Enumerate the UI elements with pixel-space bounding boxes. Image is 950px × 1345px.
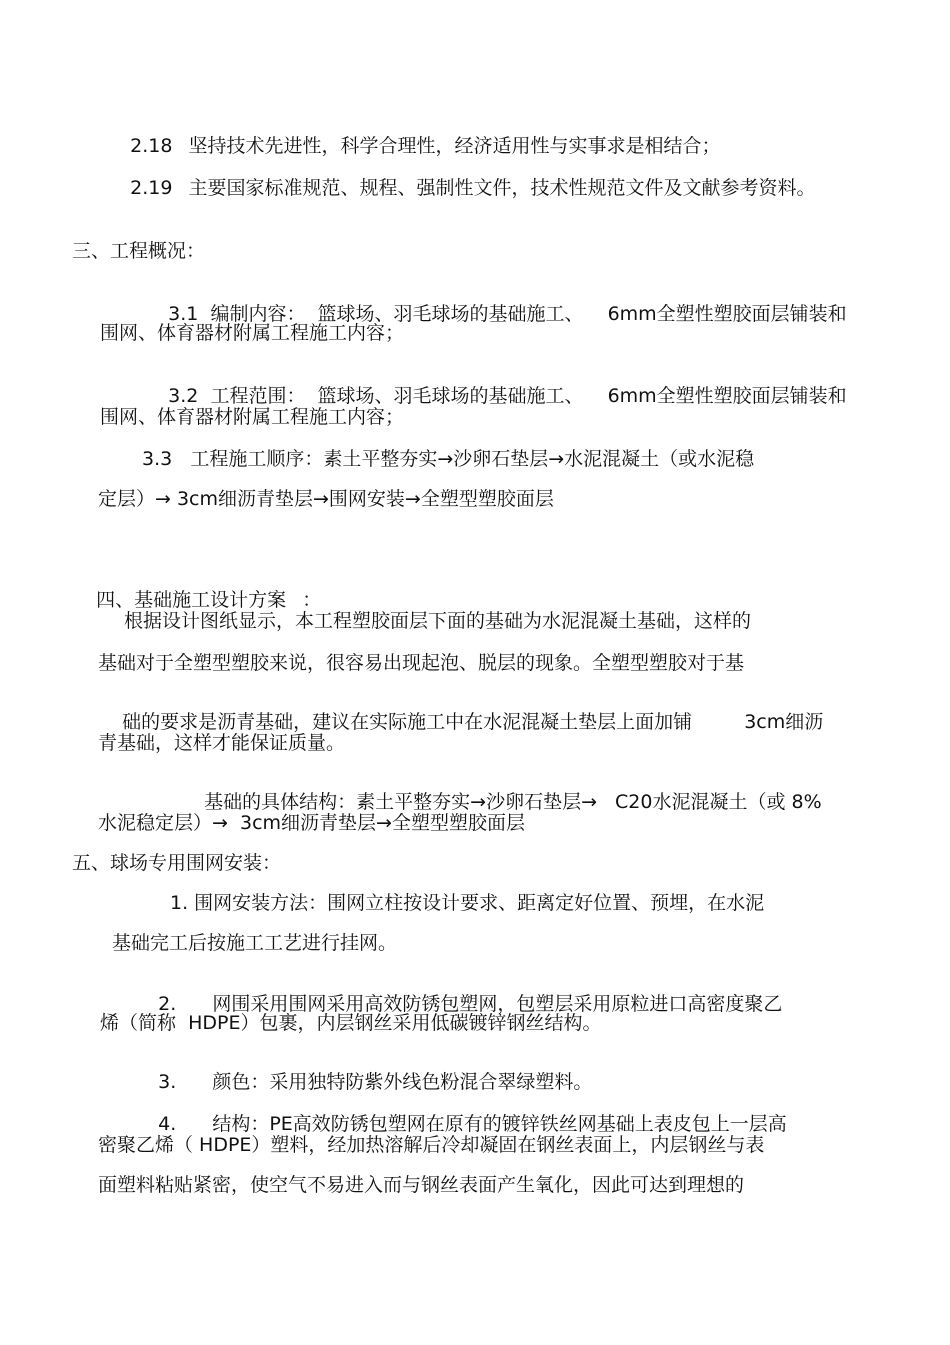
- para-text: 6mm全塑性塑胶面层铺装和: [607, 303, 847, 325]
- section-3-heading: 三、工程概况：: [72, 240, 206, 262]
- item-text: 颜色：采用独特防紫外线色粉混合翠绿塑料。: [212, 1071, 593, 1093]
- para-text: 6mm全塑性塑胶面层铺装和: [607, 385, 847, 407]
- para-3-3-line-2: 定层）→ 3cm细沥青垫层→围网安装→全塑型塑胶面层: [98, 488, 554, 510]
- para-4-line-4: 青基础，这样才能保证质量。: [98, 732, 346, 754]
- item-text: 结构：PE高效防锈包塑网在原有的镀锌铁丝网基础上表皮包上一层高: [212, 1113, 787, 1135]
- section-5-heading: 五、球场专用围网安装：: [72, 852, 282, 874]
- heading-colon: ：: [302, 589, 322, 611]
- para-3-1-line-2: 围网、体育器材附属工程施工内容；: [100, 322, 405, 344]
- item-5-1-line-1: 1. 围网安装方法：围网立柱按设计要求、距离定好位置、预埋，在水泥: [170, 892, 765, 914]
- item-5-4-line-3: 面塑料粘贴紧密，使空气不易进入而与钢丝表面产生氧化，因此可达到理想的: [98, 1174, 745, 1196]
- item-5-2-line-2: 烯（简称 HDPE）包裹，内层钢丝采用低碳镀锌钢丝结构。: [100, 1012, 602, 1034]
- heading-text: 四、基础施工设计方案: [96, 589, 287, 611]
- para-text: C20水泥混凝土（或 8%: [615, 791, 822, 813]
- item-5-4-line-2: 密聚乙烯（ HDPE）塑料，经加热溶解后冷却凝固在钢丝表面上，内层钢丝与表: [98, 1134, 765, 1156]
- item-number: 2.19: [130, 177, 173, 199]
- para-text: 础的要求是沥青基础，建议在实际施工中在水泥混凝土垫层上面加铺: [122, 711, 693, 733]
- item-number: 3.: [158, 1071, 177, 1093]
- para-4-line-6: 水泥稳定层）→ 3cm细沥青垫层→全塑型塑胶面层: [98, 812, 525, 834]
- para-4-line-2: 基础对于全塑型塑胶来说，很容易出现起泡、脱层的现象。全塑型塑胶对于基: [98, 652, 745, 674]
- item-5-1-line-2: 基础完工后按施工工艺进行挂网。: [112, 932, 398, 954]
- item-text: 主要国家标准规范、规程、强制性文件，技术性规范文件及文献参考资料。: [188, 177, 816, 199]
- item-text: 坚持技术先进性，科学合理性，经济适用性与实事求是相结合；: [188, 135, 721, 157]
- para-4-line-1: 根据设计图纸显示，本工程塑胶面层下面的基础为水泥混凝土基础，这样的: [124, 610, 752, 632]
- item-text: 网围采用围网采用高效防锈包塑网，包塑层采用原粒进口高密度聚乙: [212, 993, 783, 1015]
- para-3-2-line-2: 围网、体育器材附属工程施工内容；: [100, 406, 405, 428]
- para-text: 3cm细沥: [744, 711, 824, 733]
- item-2-19: [106, 160, 816, 217]
- para-text: 基础的具体结构：素土平整夯实→沙卵石垫层→: [204, 791, 598, 813]
- item-number: 4.: [158, 1113, 177, 1135]
- item-number: 2.18: [130, 135, 173, 157]
- para-text: 3.1 编制内容： 篮球场、羽毛球场的基础施工、: [168, 303, 584, 325]
- para-3-3-line-1: 3.3 工程施工顺序：素土平整夯实→沙卵石垫层→水泥混凝土（或水泥稳: [142, 448, 755, 470]
- para-text: 3.2 工程范围： 篮球场、羽毛球场的基础施工、: [168, 385, 584, 407]
- item-number: 2.: [158, 993, 177, 1015]
